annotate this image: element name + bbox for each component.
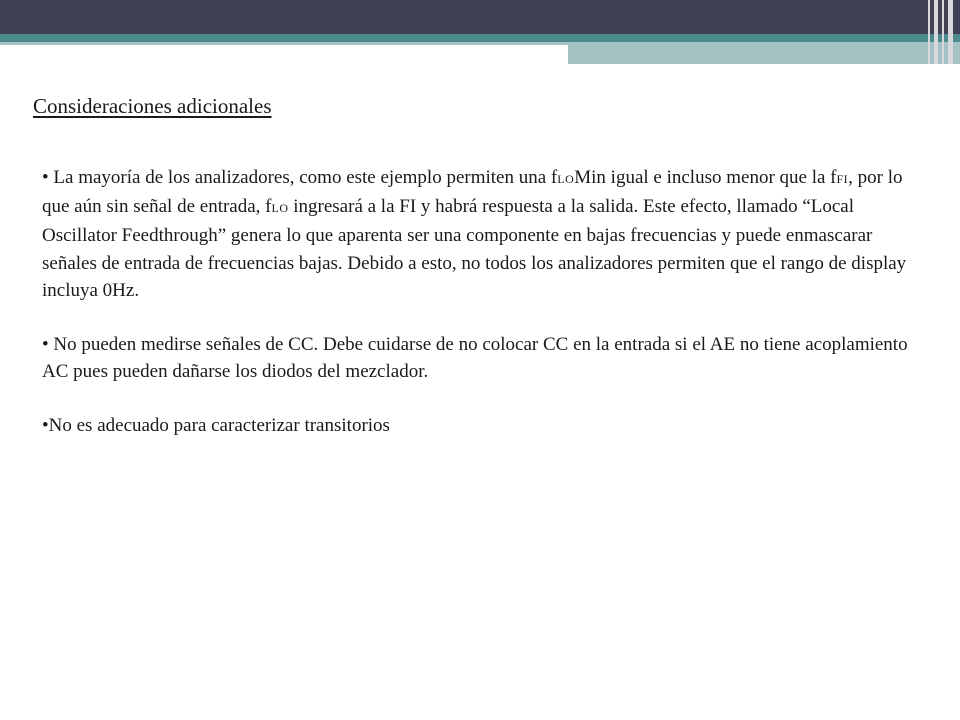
slide-body: [42, 164, 922, 440]
header-light-block: [568, 42, 960, 64]
subscript-fi: FI: [836, 172, 849, 186]
bullet-paragraph: [42, 164, 922, 304]
header-thin-stripe: [0, 42, 568, 45]
header-bar: [0, 0, 960, 34]
slide-title: Consideraciones adicionales: [33, 94, 272, 118]
header-vertical-line: [942, 0, 944, 64]
subscript-lo: LO: [271, 201, 289, 216]
paragraph-text: • La mayoría de los analizadores, como este ejemplo permiten una f: [42, 167, 558, 188]
bullet-paragraph: •No es adecuado para caracterizar transitorios: [42, 415, 390, 437]
header-accent-stripe: [0, 34, 960, 42]
header-vertical-line: [928, 0, 930, 64]
header-vertical-line: [948, 0, 953, 64]
paragraph-text: Min igual e incluso menor que la f: [574, 167, 837, 188]
bullet-paragraph: • No pueden medirse señales de CC. Debe cuidarse de no colocar CC en la entrada si el AE no tiene acoplamiento AC pues pueden dañarse los diodos del mezclador.: [42, 334, 908, 383]
paragraph-text: ingresará a la FI y habrá respuesta a la salida. Este efecto, llamado “Local Oscillator Feedthrough” genera lo que aparenta ser una componente en bajas frecuencias y puede enmascarar señales de entrada de frecuencias bajas. Debido a esto, no todos los analizadores permiten que el rango de display incluya 0Hz.: [42, 196, 907, 301]
subscript-lo: LO: [557, 172, 575, 186]
header-vertical-line: [934, 0, 938, 64]
paragraph-text: , por lo que aún sin señal de entrada, f: [42, 167, 903, 218]
